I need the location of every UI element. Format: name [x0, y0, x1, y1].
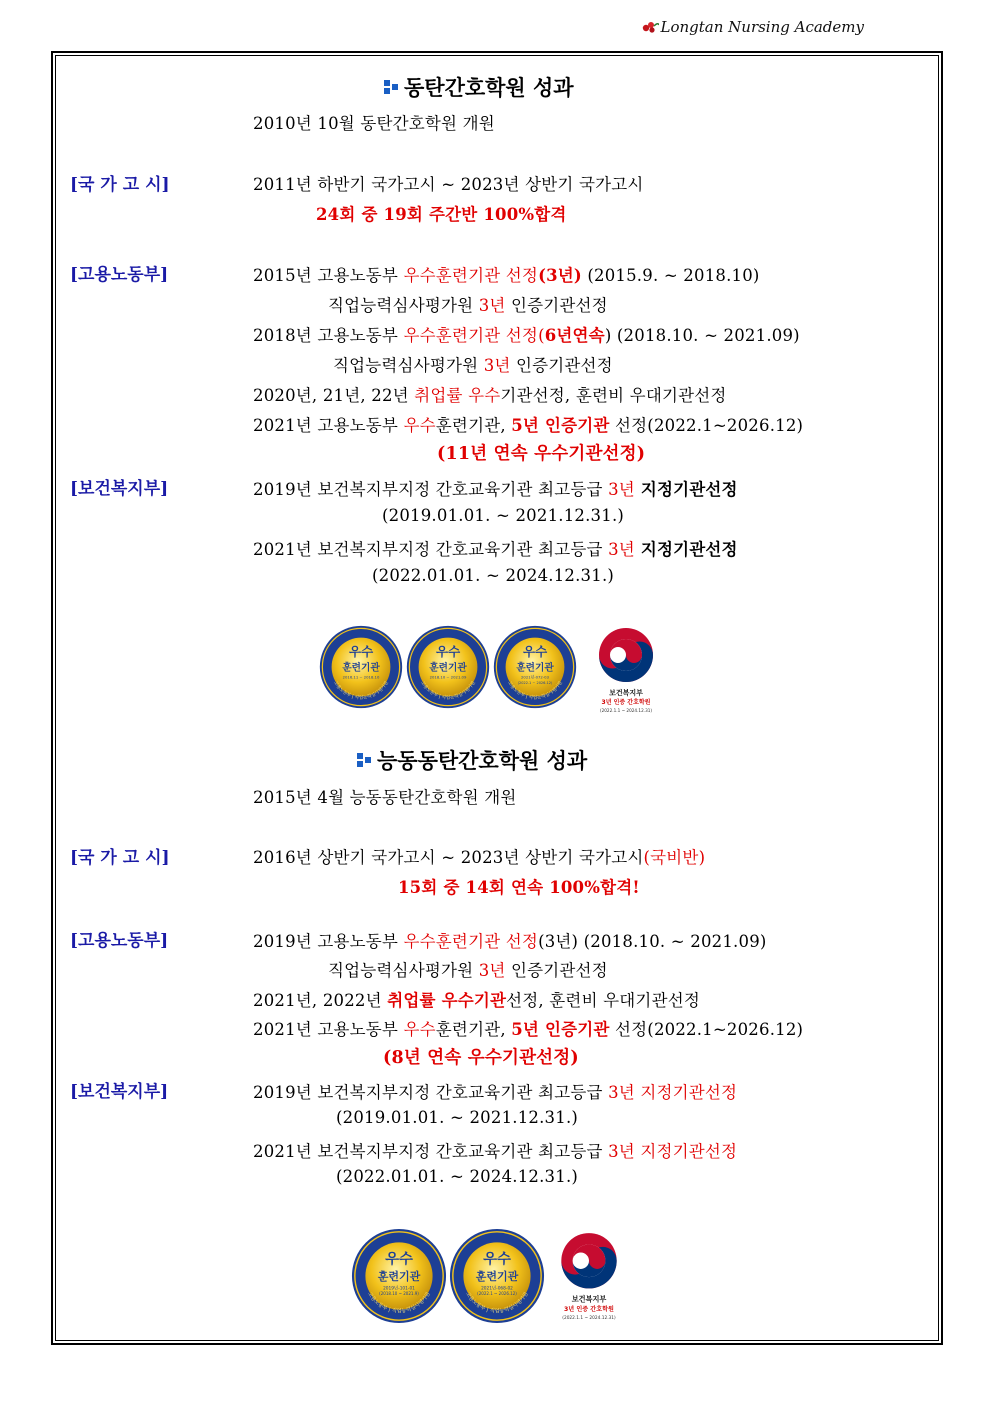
badge-mid-text: 훈련기관 — [377, 1269, 421, 1283]
ministry-cert: 3년 인증 간호학원 — [601, 699, 651, 706]
s2-labor-summary: (8년 연속 우수기관선정) — [383, 1048, 579, 1068]
badge-top-text: 우수 — [522, 644, 548, 660]
badge-date-text: 2019년-101-01 — [383, 1286, 415, 1292]
taeguk-icon — [599, 628, 653, 682]
training-badge — [449, 1228, 545, 1324]
s1-labor-summary: (11년 연속 우수기관선정) — [437, 444, 646, 464]
ministry-logo — [586, 625, 666, 717]
badge-date-text: 2018.10 ~ 2021.09 — [429, 674, 467, 680]
badge-ring-text: 고용노동부 | 직업능력심사평가원 — [419, 680, 477, 701]
s1-labor-line1: 2015년 고용노동부 우수훈련기관 선정(3년) (2015.9. ~ 2018.10) — [253, 266, 760, 285]
s1-cat-welfare: [보건복지부] — [70, 479, 169, 499]
badge-ring-text: 고용노동부 | 직업능력심사평가원 — [366, 1291, 432, 1315]
ministry-cert: 3년 인증 간호학원 — [564, 1305, 614, 1313]
badge-date-text: 2021년-072-03 — [521, 674, 549, 680]
ministry-name: 보건복지부 — [609, 689, 643, 697]
s1-cat-labor: [고용노동부] — [70, 265, 169, 285]
s1-cat-exam: [국 가 고 시] — [70, 175, 170, 195]
badge-date2-text: (2022.1 ~ 2026.12) — [477, 1291, 517, 1297]
ministry-name: 보건복지부 — [571, 1294, 607, 1304]
s1-welfare-line3: 2021년 보건복지부지정 간호교육기관 최고등급 3년 지정기관선정 — [253, 540, 738, 559]
badge-ring-text: 고용노동부 | 직업능력심사평가원 — [464, 1291, 530, 1315]
bullet-icon — [357, 753, 371, 767]
badge-mid-text: 훈련기관 — [342, 662, 380, 674]
badge-date-text: 2016.11 ~ 2018.10 — [342, 674, 380, 680]
s1-exam-line: 2011년 하반기 국가고시 ~ 2023년 상반기 국가고시 — [253, 175, 644, 194]
s1-welfare-line1: 2019년 보건복지부지정 간호교육기관 최고등급 3년 지정기관선정 — [253, 480, 738, 499]
training-badge — [493, 625, 577, 709]
badge-ring-text: 고용노동부 | 직업능력심사평가원 — [506, 680, 564, 701]
ministry-logo — [548, 1230, 630, 1324]
s2-labor-line4: 2021년 고용노동부 우수훈련기관, 5년 인증기관 선정(2022.1~2026.12) — [253, 1020, 804, 1039]
s2-labor-line1: 2019년 고용노동부 우수훈련기관 선정(3년) (2018.10. ~ 2021.09) — [253, 932, 767, 951]
badge-top-text: 우수 — [483, 1251, 511, 1268]
s2-exam-line: 2016년 상반기 국가고시 ~ 2023년 상반기 국가고시(국비반) — [253, 848, 706, 867]
badge-top-text: 우수 — [348, 644, 374, 660]
s2-cat-welfare: [보건복지부] — [70, 1082, 169, 1102]
section1-title: 동탄간호학원 성과 — [384, 72, 574, 102]
s1-labor-line2: 직업능력심사평가원 3년 인증기관선정 — [328, 296, 608, 315]
s2-labor-line3: 2021년, 2022년 취업률 우수기관선정, 훈련비 우대기관선정 — [253, 991, 700, 1010]
flower-icon — [641, 20, 659, 34]
s2-welfare-line2: (2019.01.01. ~ 2021.12.31.) — [336, 1108, 579, 1127]
s1-labor-line3: 2018년 고용노동부 우수훈련기관 선정(6년연속) (2018.10. ~ 2021.09) — [253, 326, 800, 345]
ministry-period: (2022.1.1 ~ 2024.12.31) — [562, 1316, 616, 1322]
badge-date-text: 2021년-068-02 — [481, 1286, 513, 1292]
ministry-period: (2022.1.1 ~ 2024.12.31) — [599, 708, 653, 713]
s1-labor-line5: 2020년, 21년, 22년 취업률 우수기관선정, 훈련비 우대기관선정 — [253, 386, 727, 405]
s2-labor-line2: 직업능력심사평가원 3년 인증기관선정 — [328, 961, 608, 980]
s1-exam-result: 24회 중 19회 주간반 100%합격 — [316, 205, 567, 224]
s2-opened: 2015년 4월 능동동탄간호학원 개원 — [253, 788, 517, 807]
badge-date2-text: (2018.10 ~ 2021.9) — [379, 1291, 419, 1297]
training-badge — [351, 1228, 447, 1324]
brand-name: Longtan Nursing Academy — [660, 18, 864, 36]
s2-cat-exam: [국 가 고 시] — [70, 848, 170, 868]
badge-mid-text: 훈련기관 — [516, 662, 554, 674]
taeguk-icon — [561, 1233, 616, 1288]
s1-labor-line6: 2021년 고용노동부 우수훈련기관, 5년 인증기관 선정(2022.1~2026.12) — [253, 416, 804, 435]
badge-mid-text: 훈련기관 — [429, 662, 467, 674]
s2-cat-labor: [고용노동부] — [70, 931, 169, 951]
badge-ring-text: 고용노동부 | 직업능력심사평가원 — [332, 680, 390, 701]
section2-title: 능동동탄간호학원 성과 — [357, 745, 587, 775]
s1-welfare-line4: (2022.01.01. ~ 2024.12.31.) — [372, 566, 615, 585]
s2-welfare-line4: (2022.01.01. ~ 2024.12.31.) — [336, 1167, 579, 1186]
s2-welfare-line1: 2019년 보건복지부지정 간호교육기관 최고등급 3년 지정기관선정 — [253, 1083, 738, 1102]
s1-welfare-line2: (2019.01.01. ~ 2021.12.31.) — [382, 506, 625, 525]
brand-logo — [641, 18, 865, 36]
s1-opened: 2010년 10월 동탄간호학원 개원 — [253, 114, 495, 133]
training-badge — [319, 625, 403, 709]
badge-mid-text: 훈련기관 — [475, 1269, 519, 1283]
training-badge — [406, 625, 490, 709]
badge-top-text: 우수 — [435, 644, 461, 660]
badge-top-text: 우수 — [385, 1251, 413, 1268]
s2-exam-result: 15회 중 14회 연속 100%합격! — [398, 878, 640, 897]
s1-labor-line4: 직업능력심사평가원 3년 인증기관선정 — [333, 356, 613, 375]
badge-date2-text: (2022.1 ~ 2026.12) — [517, 680, 553, 685]
s2-welfare-line3: 2021년 보건복지부지정 간호교육기관 최고등급 3년 지정기관선정 — [253, 1142, 738, 1161]
bullet-icon — [384, 80, 398, 94]
